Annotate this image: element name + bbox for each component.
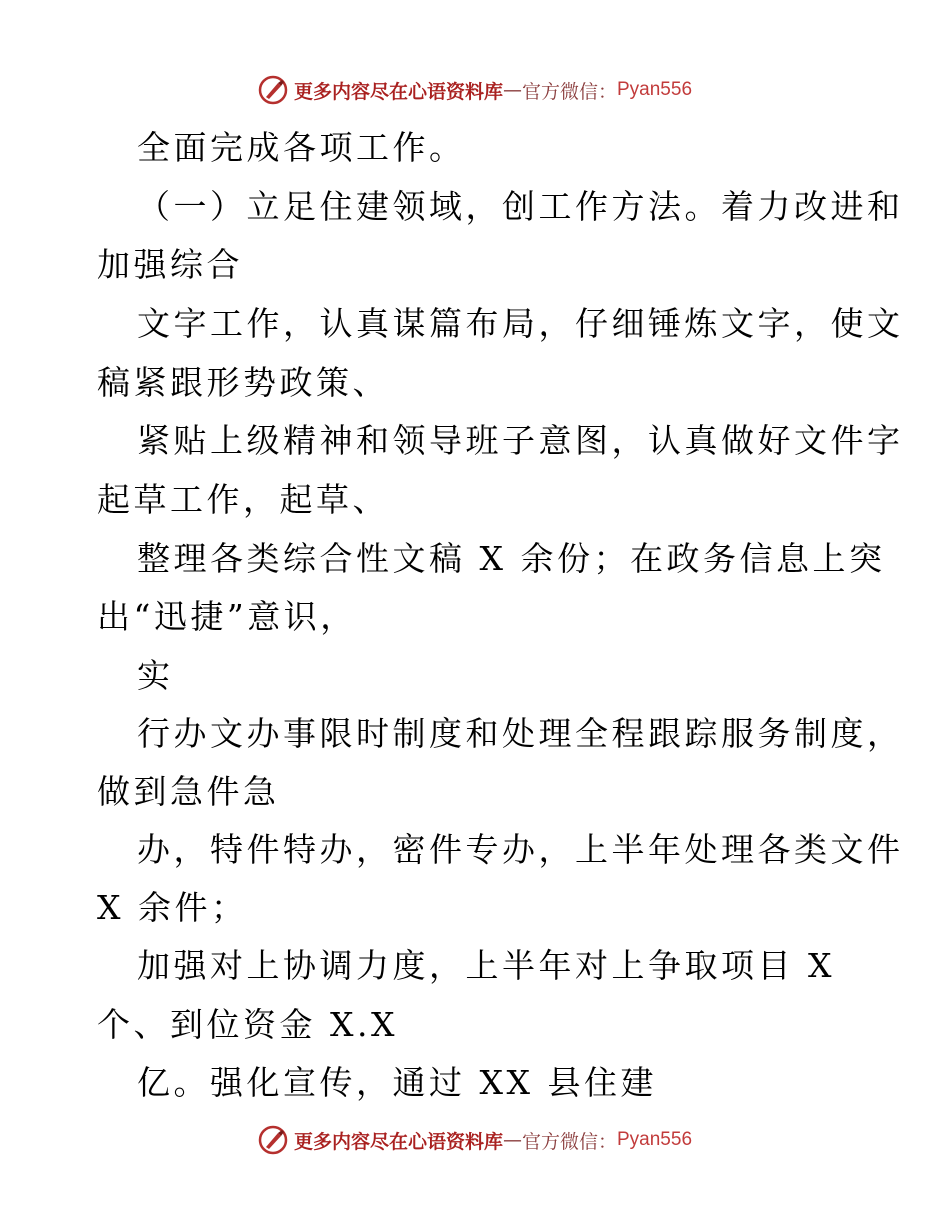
watermark-official-label: 官方微信： [521, 1130, 617, 1153]
text-line: 个、到位资金 X.X [97, 1005, 398, 1044]
text-line: 全面完成各项工作。 [137, 128, 466, 167]
header-watermark [0, 70, 950, 110]
text-line: 办，特件特办，密件专办，上半年处理各类文件 [137, 830, 904, 869]
text-line: 起草工作，起草、 [97, 480, 389, 519]
text-line: （一）立足住建领域，创工作方法。着力改进和 [137, 187, 904, 226]
pen-logo-icon [258, 1125, 288, 1155]
watermark-official-label: 官方微信： [521, 80, 617, 103]
footer-watermark [0, 1120, 950, 1160]
text-line: 加强对上协调力度，上半年对上争取项目 X [137, 946, 835, 985]
watermark-brand-text: 更多内容尽在心语资料库 [293, 80, 503, 103]
text-line: 文字工作，认真谋篇布局，仔细锤炼文字，使文 [137, 304, 904, 343]
text-line: 加强综合 [97, 245, 243, 284]
pen-logo-icon [258, 75, 288, 105]
text-line: 亿。强化宣传，通过 XX 县住建 [137, 1063, 657, 1102]
text-line: X 余件； [97, 888, 248, 927]
watermark-wechat-id: Pyan556 [617, 79, 693, 100]
watermark-brand-text: 更多内容尽在心语资料库 [293, 1130, 503, 1153]
text-line: 行办文办事限时制度和处理全程跟踪服务制度， [137, 714, 904, 753]
text-line: 出“迅捷”意识， [97, 597, 357, 636]
watermark-separator: — [502, 1129, 522, 1151]
text-line: 稿紧跟形势政策、 [97, 363, 389, 402]
text-line: 整理各类综合性文稿 X 余份；在政务信息上突 [137, 539, 886, 578]
watermark-separator: — [502, 79, 522, 101]
text-line: 紧贴上级精神和领导班子意图，认真做好文件字 [137, 421, 904, 460]
text-line: 实 [137, 656, 174, 695]
watermark-wechat-id: Pyan556 [617, 1129, 693, 1150]
text-line: 做到急件急 [97, 772, 280, 811]
